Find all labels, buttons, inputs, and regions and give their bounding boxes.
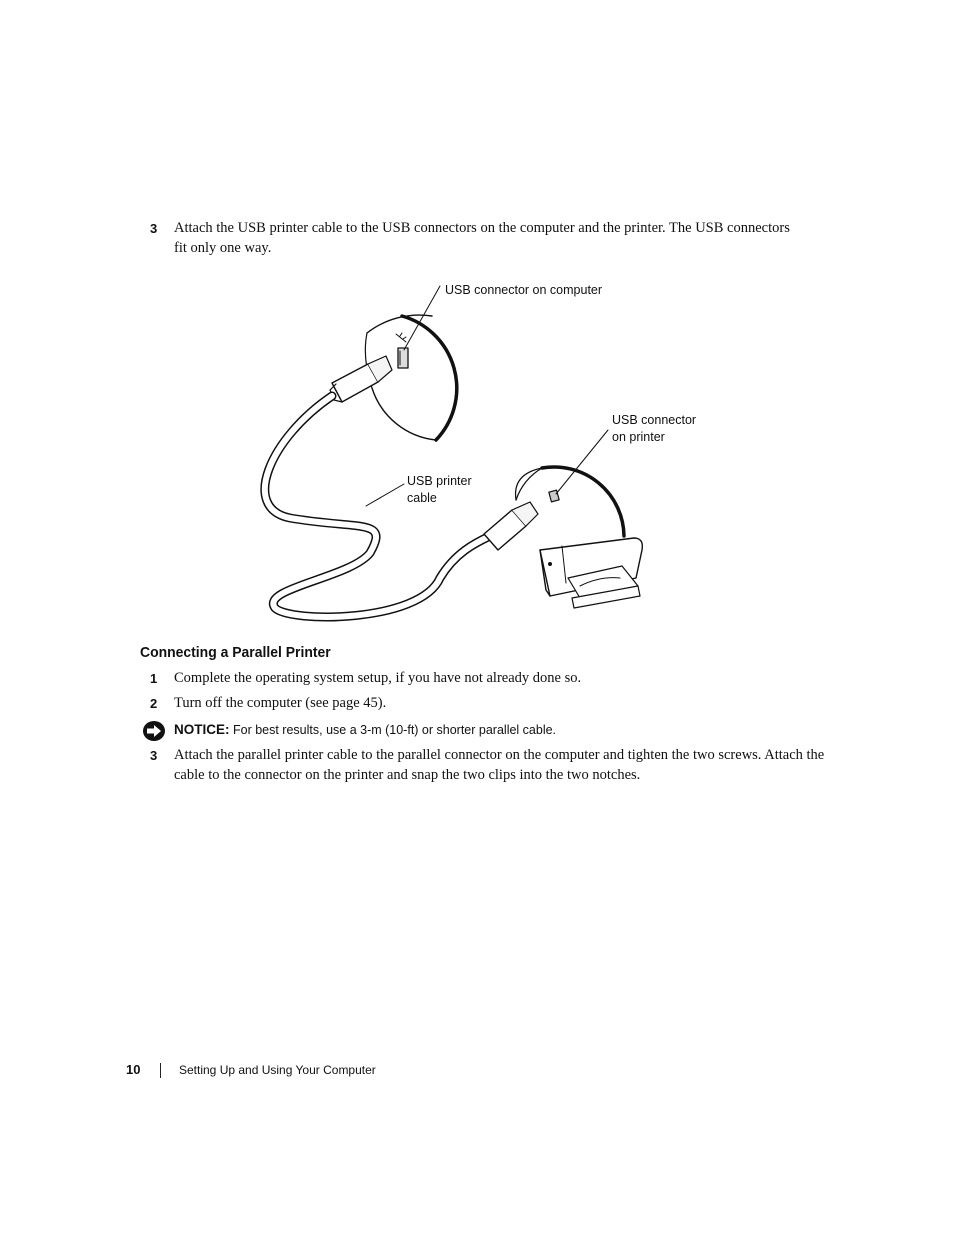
cable-leader [366,484,404,506]
footer-divider [160,1063,161,1078]
usb-printer-illustration [250,278,710,633]
step-text: Attach the USB printer cable to the USB connectors on the computer and the printer. The USB connectors fit only one way. [174,220,790,256]
step-text: Complete the operating system setup, if you have not already done so. [174,670,582,686]
usb-symbol-icon [396,333,406,342]
step-text: Attach the parallel printer cable to the parallel connector on the computer and tighten the two screws. Attach the cable to the connector on the printer and snap the two clips into the two notches. [174,747,825,783]
notice-text: For best results, use a 3-m (10-ft) or shorter parallel cable. [232,723,557,737]
section-title: Connecting a Parallel Printer [140,644,331,661]
step-number: 2 [150,696,158,711]
parallel-step-1 [150,669,830,689]
step-number: 3 [150,748,158,763]
usb-step-3 [150,219,790,258]
parallel-step-2 [150,694,830,714]
printer-icon [540,538,642,608]
usb-a-plug [332,364,378,402]
page-number: 10 [126,1062,141,1077]
step-number: 3 [150,221,158,236]
callout-usb-connector-printer: USB connector on printer [612,413,697,444]
notice-label: NOTICE: [174,722,230,737]
parallel-step-3 [150,746,830,785]
step-number: 1 [150,671,158,686]
chapter-title: Setting Up and Using Your Computer [179,1063,376,1077]
notice-arrow-icon [142,720,166,747]
callout-usb-connector-computer: USB connector on computer [445,283,603,297]
callout-usb-printer-cable: USB printer cable [407,474,472,505]
step-text: Turn off the computer (see page 45). [174,695,387,711]
